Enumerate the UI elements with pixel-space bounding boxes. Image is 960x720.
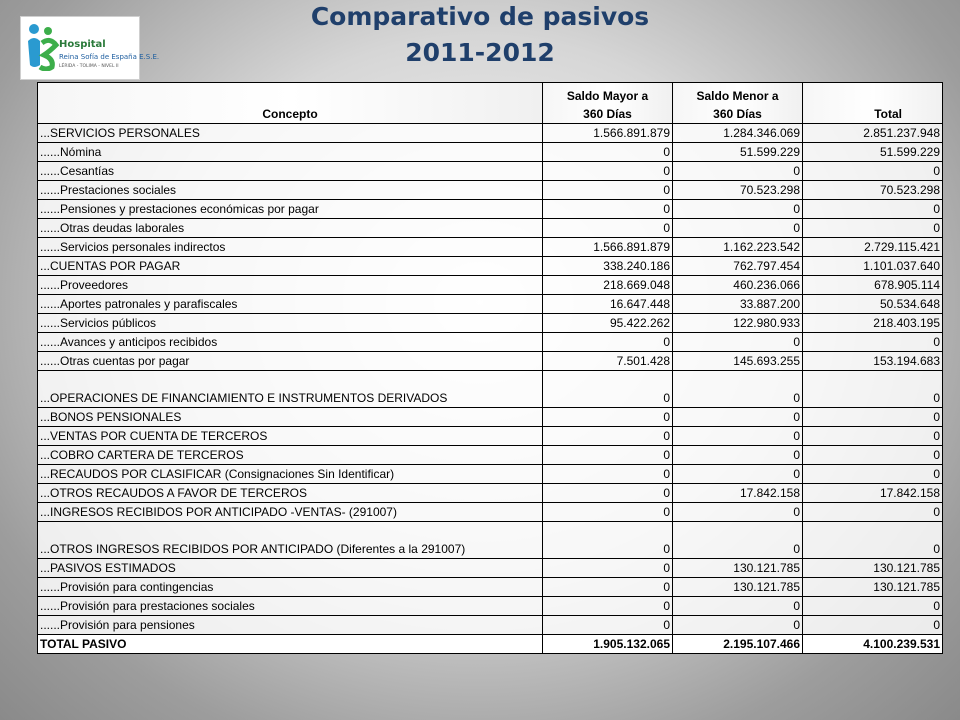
- header-concepto: Concepto: [38, 83, 543, 124]
- cell-menor: 460.236.066: [673, 276, 803, 295]
- cell-concepto: ......Avances y anticipos recibidos: [38, 333, 543, 352]
- cell-total: 0: [803, 446, 943, 465]
- page-title: Comparativo de pasivos: [310, 2, 650, 31]
- cell-concepto: ......Servicios personales indirectos: [38, 238, 543, 257]
- cell-concepto: ...OPERACIONES DE FINANCIAMIENTO E INSTRUMENTOS DERIVADOS: [38, 371, 543, 408]
- cell-total: 0: [803, 465, 943, 484]
- cell-mayor: 0: [543, 484, 673, 503]
- table-row: [38, 408, 943, 427]
- header-mayor-line1: Saldo Mayor a: [566, 89, 649, 103]
- cell-mayor: 95.422.262: [543, 314, 673, 333]
- table-row: [38, 162, 943, 181]
- cell-mayor: 0: [543, 408, 673, 427]
- cell-total: 0: [803, 371, 943, 408]
- cell-mayor: 0: [543, 616, 673, 635]
- table-body: [38, 124, 943, 654]
- cell-menor: 0: [673, 616, 803, 635]
- table-row: [38, 484, 943, 503]
- cell-concepto: ......Servicios públicos: [38, 314, 543, 333]
- cell-total: 0: [803, 219, 943, 238]
- cell-total: 678.905.114: [803, 276, 943, 295]
- cell-menor: 0: [673, 162, 803, 181]
- table-row: [38, 295, 943, 314]
- cell-menor: 0: [673, 597, 803, 616]
- table-row: [38, 200, 943, 219]
- cell-concepto: ......Aportes patronales y parafiscales: [38, 295, 543, 314]
- cell-menor: 130.121.785: [673, 559, 803, 578]
- table-row: [38, 333, 943, 352]
- page-years: 2011-2012: [405, 38, 555, 67]
- total-total: 4.100.239.531: [803, 635, 943, 654]
- cell-mayor: 1.566.891.879: [543, 238, 673, 257]
- cell-concepto: ...VENTAS POR CUENTA DE TERCEROS: [38, 427, 543, 446]
- table-row: [38, 257, 943, 276]
- cell-total: 0: [803, 597, 943, 616]
- table-header-row: [38, 83, 943, 124]
- header-menor: [673, 83, 803, 124]
- cell-mayor: 0: [543, 162, 673, 181]
- table-row: [38, 597, 943, 616]
- header-mayor-line2: 360 Días: [583, 107, 632, 121]
- header-mayor: [543, 83, 673, 124]
- logo-hospital-label: Hospital: [59, 39, 106, 50]
- cell-total: 51.599.229: [803, 143, 943, 162]
- cell-total: 50.534.648: [803, 295, 943, 314]
- table-row: [38, 238, 943, 257]
- cell-mayor: 1.566.891.879: [543, 124, 673, 143]
- cell-mayor: 0: [543, 200, 673, 219]
- cell-menor: 0: [673, 408, 803, 427]
- cell-total: 2.729.115.421: [803, 238, 943, 257]
- table-row: [38, 616, 943, 635]
- cell-mayor: 0: [543, 578, 673, 597]
- cell-total: 0: [803, 333, 943, 352]
- table-row: [38, 465, 943, 484]
- cell-concepto: ......Otras deudas laborales: [38, 219, 543, 238]
- cell-total: 0: [803, 427, 943, 446]
- total-menor: 2.195.107.466: [673, 635, 803, 654]
- cell-concepto: ...SERVICIOS PERSONALES: [38, 124, 543, 143]
- table-row: [38, 314, 943, 333]
- table-row: [38, 352, 943, 371]
- cell-mayor: 218.669.048: [543, 276, 673, 295]
- table-row: [38, 578, 943, 597]
- cell-concepto: ......Cesantías: [38, 162, 543, 181]
- liabilities-table: [37, 82, 943, 654]
- cell-total: 218.403.195: [803, 314, 943, 333]
- cell-mayor: 0: [543, 427, 673, 446]
- cell-mayor: 0: [543, 219, 673, 238]
- cell-mayor: 0: [543, 371, 673, 408]
- cell-menor: 17.842.158: [673, 484, 803, 503]
- cell-total: 0: [803, 162, 943, 181]
- cell-menor: 70.523.298: [673, 181, 803, 200]
- total-row: [38, 635, 943, 654]
- cell-mayor: 0: [543, 503, 673, 522]
- header-menor-line2: 360 Días: [713, 107, 762, 121]
- cell-menor: 0: [673, 446, 803, 465]
- cell-total: 0: [803, 408, 943, 427]
- cell-total: 1.101.037.640: [803, 257, 943, 276]
- header-menor-line1: Saldo Menor a: [696, 89, 779, 103]
- cell-mayor: 0: [543, 181, 673, 200]
- cell-total: 130.121.785: [803, 559, 943, 578]
- cell-concepto: ...OTROS RECAUDOS A FAVOR DE TERCEROS: [38, 484, 543, 503]
- cell-mayor: 0: [543, 143, 673, 162]
- cell-concepto: ......Provisión para pensiones: [38, 616, 543, 635]
- cell-mayor: 0: [543, 597, 673, 616]
- cell-mayor: 16.647.448: [543, 295, 673, 314]
- cell-concepto: ...RECAUDOS POR CLASIFICAR (Consignaciones Sin Identificar): [38, 465, 543, 484]
- cell-total: 130.121.785: [803, 578, 943, 597]
- cell-concepto: ......Pensiones y prestaciones económicas por pagar: [38, 200, 543, 219]
- cell-mayor: 0: [543, 559, 673, 578]
- cell-menor: 0: [673, 465, 803, 484]
- cell-menor: 33.887.200: [673, 295, 803, 314]
- cell-concepto: ......Otras cuentas por pagar: [38, 352, 543, 371]
- cell-concepto: ......Provisión para contingencias: [38, 578, 543, 597]
- cell-menor: 0: [673, 219, 803, 238]
- cell-concepto: ...CUENTAS POR PAGAR: [38, 257, 543, 276]
- table-row: [38, 143, 943, 162]
- cell-menor: 0: [673, 200, 803, 219]
- cell-menor: 145.693.255: [673, 352, 803, 371]
- cell-menor: 122.980.933: [673, 314, 803, 333]
- logo-subtitle-label: LÉRIDA - TOLIMA - NIVEL II: [59, 64, 119, 69]
- cell-menor: 0: [673, 522, 803, 559]
- total-concepto: TOTAL PASIVO: [38, 635, 543, 654]
- cell-concepto: ...PASIVOS ESTIMADOS: [38, 559, 543, 578]
- cell-menor: 51.599.229: [673, 143, 803, 162]
- cell-mayor: 0: [543, 446, 673, 465]
- cell-menor: 0: [673, 333, 803, 352]
- logo-name-label: Reina Sofía de España E.S.E.: [59, 53, 160, 61]
- cell-total: 153.194.683: [803, 352, 943, 371]
- cell-total: 0: [803, 200, 943, 219]
- table-row: [38, 522, 943, 559]
- header-total: Total: [803, 83, 943, 124]
- table-row: [38, 371, 943, 408]
- table-row: [38, 276, 943, 295]
- table-row: [38, 503, 943, 522]
- table-row: [38, 427, 943, 446]
- table-row: [38, 181, 943, 200]
- cell-mayor: 0: [543, 522, 673, 559]
- cell-total: 0: [803, 616, 943, 635]
- cell-concepto: ......Prestaciones sociales: [38, 181, 543, 200]
- cell-concepto: ......Nómina: [38, 143, 543, 162]
- cell-mayor: 0: [543, 465, 673, 484]
- cell-menor: 0: [673, 371, 803, 408]
- cell-menor: 1.162.223.542: [673, 238, 803, 257]
- table-row: [38, 124, 943, 143]
- cell-mayor: 0: [543, 333, 673, 352]
- cell-concepto: ......Provisión para prestaciones sociales: [38, 597, 543, 616]
- cell-menor: 0: [673, 503, 803, 522]
- table-row: [38, 446, 943, 465]
- cell-concepto: ......Proveedores: [38, 276, 543, 295]
- cell-menor: 130.121.785: [673, 578, 803, 597]
- cell-menor: 1.284.346.069: [673, 124, 803, 143]
- cell-concepto: ...COBRO CARTERA DE TERCEROS: [38, 446, 543, 465]
- table-row: [38, 219, 943, 238]
- cell-total: 2.851.237.948: [803, 124, 943, 143]
- cell-total: 70.523.298: [803, 181, 943, 200]
- table-row: [38, 559, 943, 578]
- cell-concepto: ...INGRESOS RECIBIDOS POR ANTICIPADO -VENTAS- (291007): [38, 503, 543, 522]
- cell-mayor: 338.240.186: [543, 257, 673, 276]
- cell-mayor: 7.501.428: [543, 352, 673, 371]
- cell-menor: 0: [673, 427, 803, 446]
- cell-total: 0: [803, 503, 943, 522]
- cell-total: 17.842.158: [803, 484, 943, 503]
- cell-total: 0: [803, 522, 943, 559]
- cell-concepto: ...BONOS PENSIONALES: [38, 408, 543, 427]
- total-mayor: 1.905.132.065: [543, 635, 673, 654]
- cell-menor: 762.797.454: [673, 257, 803, 276]
- cell-concepto: ...OTROS INGRESOS RECIBIDOS POR ANTICIPADO (Diferentes a la 291007): [38, 522, 543, 559]
